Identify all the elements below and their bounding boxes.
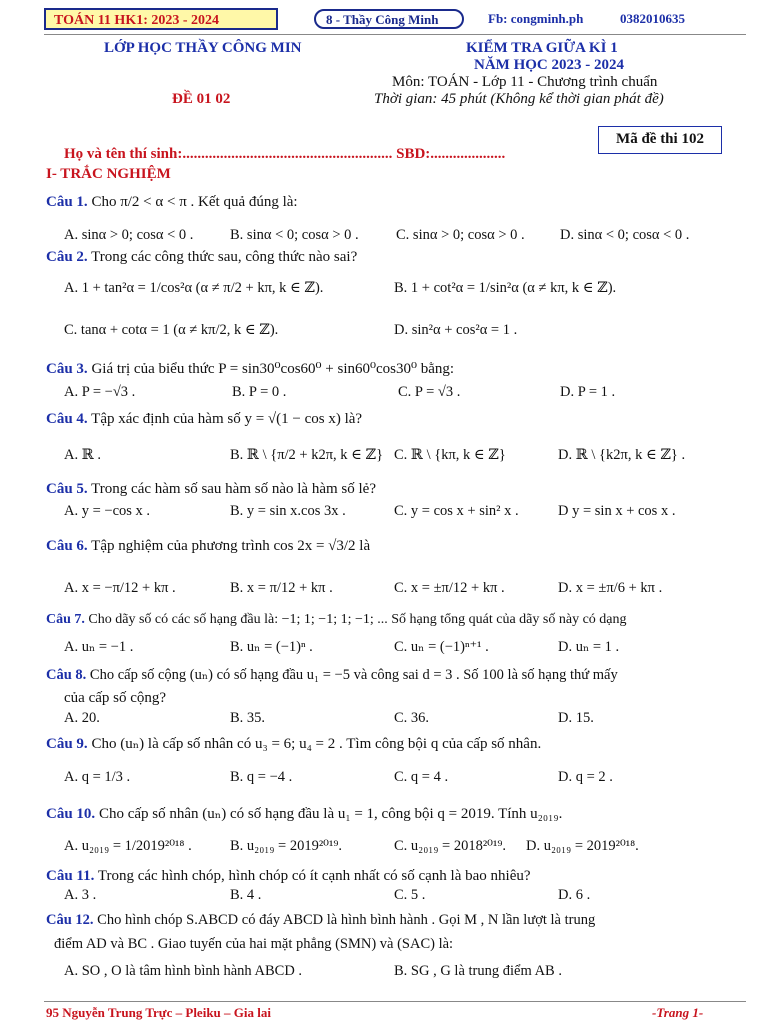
question-text: Trong các hình chóp, hình chóp có ít cạnh nhất có số cạnh là bao nhiêu? bbox=[97, 868, 531, 884]
question-10 bbox=[46, 804, 562, 823]
question-label: Câu 6. bbox=[46, 538, 88, 554]
option-7d: D. uₙ = 1 . bbox=[558, 639, 620, 655]
section-title: I- TRẮC NGHIỆM bbox=[46, 166, 171, 182]
question-2 bbox=[46, 249, 357, 266]
option-12b: B. SG , G là trung điểm AB . bbox=[394, 963, 562, 979]
question-6 bbox=[46, 538, 370, 555]
course-badge: TOÁN 11 HK1: 2023 - 2024 bbox=[44, 8, 278, 30]
option-9a: A. q = 1/3 . bbox=[64, 769, 131, 785]
option-5c: C. y = cos x + sin² x . bbox=[394, 503, 519, 519]
question-8-continued: của cấp số cộng? bbox=[64, 690, 167, 706]
question-label: Câu 8. bbox=[46, 667, 87, 683]
option-11a: A. 3 . bbox=[64, 887, 97, 903]
option-4a: A. ℝ . bbox=[64, 447, 102, 463]
option-5d: D y = sin x + cos x . bbox=[558, 503, 676, 519]
option-4b: B. ℝ \ {π/2 + k2π, k ∈ ℤ} bbox=[230, 447, 384, 463]
option-1d: D. sinα < 0; cosα < 0 . bbox=[560, 227, 690, 243]
question-label: Câu 2. bbox=[46, 249, 88, 265]
option-4d: D. ℝ \ {k2π, k ∈ ℤ} . bbox=[558, 447, 686, 463]
option-7c: C. uₙ = (−1)ⁿ⁺¹ . bbox=[394, 639, 489, 655]
question-3 bbox=[46, 359, 454, 378]
option-8d: D. 15. bbox=[558, 710, 594, 726]
option-2b: B. 1 + cot²α = 1/sin²α (α ≠ kπ, k ∈ ℤ). bbox=[394, 280, 617, 296]
option-8c: C. 36. bbox=[394, 710, 430, 726]
question-text: Tập nghiệm của phương trình cos 2x = √3/2 là bbox=[91, 538, 371, 554]
option-9d: D. q = 2 . bbox=[558, 769, 613, 785]
exam-code-label: ĐỀ 01 02 bbox=[172, 91, 231, 107]
question-label: Câu 11. bbox=[46, 868, 95, 884]
exam-title: KIỂM TRA GIỮA KÌ 1 bbox=[466, 40, 618, 56]
option-4c: C. ℝ \ {kπ, k ∈ ℤ} bbox=[394, 447, 506, 463]
question-label: Câu 1. bbox=[46, 194, 88, 210]
question-12 bbox=[46, 912, 595, 929]
question-12-continued: điểm AD và BC . Giao tuyến của hai mặt phẳng (SMN) và (SAC) là: bbox=[54, 936, 454, 952]
option-7b: B. uₙ = (−1)ⁿ . bbox=[230, 639, 313, 655]
option-9b: B. q = −4 . bbox=[230, 769, 293, 785]
school-year: NĂM HỌC 2023 - 2024 bbox=[474, 57, 624, 73]
question-5 bbox=[46, 481, 376, 498]
question-text: Cho π/2 < α < π . Kết quả đúng là: bbox=[91, 194, 298, 210]
option-6c: C. x = ±π/12 + kπ . bbox=[394, 580, 505, 596]
question-label: Câu 12. bbox=[46, 912, 94, 928]
option-10b: B. u₂₀₁₉ = 2019²⁰¹⁹. bbox=[230, 838, 343, 854]
option-10d: D. u₂₀₁₉ = 2019²⁰¹⁸. bbox=[526, 838, 639, 854]
option-2d: D. sin²α + cos²α = 1 . bbox=[394, 322, 518, 338]
option-8a: A. 20. bbox=[64, 710, 100, 726]
option-8b: B. 35. bbox=[230, 710, 266, 726]
option-3c: C. P = √3 . bbox=[398, 384, 461, 400]
question-label: Câu 3. bbox=[46, 361, 88, 377]
question-text: Cho cấp số nhân (uₙ) có số hạng đầu là u₁ = 1, công bội q = 2019. Tính u₂₀₁₉. bbox=[98, 806, 563, 822]
option-5a: A. y = −cos x . bbox=[64, 503, 151, 519]
question-label: Câu 5. bbox=[46, 481, 88, 497]
option-6b: B. x = π/12 + kπ . bbox=[230, 580, 333, 596]
option-1b: B. sinα < 0; cosα > 0 . bbox=[230, 227, 359, 243]
option-2c: C. tanα + cotα = 1 (α ≠ kπ/2, k ∈ ℤ). bbox=[64, 322, 279, 338]
option-1a: A. sinα > 0; cosα < 0 . bbox=[64, 227, 194, 243]
option-9c: C. q = 4 . bbox=[394, 769, 449, 785]
option-11c: C. 5 . bbox=[394, 887, 426, 903]
footer-page: -Trang 1- bbox=[652, 1005, 704, 1020]
option-3b: B. P = 0 . bbox=[232, 384, 287, 400]
question-text: Cho hình chóp S.ABCD có đáy ABCD là hình bình hành . Gọi M , N lần lượt là trung bbox=[97, 912, 596, 928]
question-7 bbox=[46, 612, 627, 628]
option-12a: A. SO , O là tâm hình bình hành ABCD . bbox=[64, 963, 303, 979]
option-7a: A. uₙ = −1 . bbox=[64, 639, 134, 655]
option-5b: B. y = sin x.cos 3x . bbox=[230, 503, 346, 519]
student-info-line: Họ và tên thí sinh:........................................................ SBD:.................... bbox=[64, 146, 506, 162]
question-text: Trong các công thức sau, công thức nào sai? bbox=[91, 249, 358, 265]
option-3a: A. P = −√3 . bbox=[64, 384, 136, 400]
option-1c: C. sinα > 0; cosα > 0 . bbox=[396, 227, 525, 243]
school-name: LỚP HỌC THẦY CÔNG MIN bbox=[104, 40, 302, 56]
header-divider bbox=[44, 34, 746, 35]
question-text: Cho cấp số cộng (uₙ) có số hạng đầu u₁ = −5 và công sai d = 3 . Số 100 là số hạng thứ mấy bbox=[89, 667, 618, 683]
option-10c: C. u₂₀₁₉ = 2018²⁰¹⁹. bbox=[394, 838, 507, 854]
footer-divider bbox=[44, 1001, 746, 1002]
option-2a: A. 1 + tan²α = 1/cos²α (α ≠ π/2 + kπ, k ∈ ℤ). bbox=[64, 280, 324, 296]
question-9 bbox=[46, 734, 541, 753]
question-label: Câu 7. bbox=[46, 612, 85, 627]
question-text: Trong các hàm số sau hàm số nào là hàm số lẻ? bbox=[91, 481, 376, 497]
subject-line: Môn: TOÁN - Lớp 11 - Chương trình chuẩn bbox=[392, 74, 658, 90]
option-6a: A. x = −π/12 + kπ . bbox=[64, 580, 176, 596]
question-8 bbox=[46, 667, 618, 684]
question-label: Câu 10. bbox=[46, 806, 96, 822]
question-1 bbox=[46, 194, 298, 211]
option-11b: B. 4 . bbox=[230, 887, 262, 903]
question-text: Cho dãy số có các số hạng đầu là: −1; 1; −1; 1; −1; ... Số hạng tổng quát của dãy số này có dạng bbox=[88, 612, 627, 627]
question-text: Cho (uₙ) là cấp số nhân có u₃ = 6; u₄ = 2 . Tìm công bội q của cấp số nhân. bbox=[91, 736, 542, 752]
teacher-badge: 8 - Thầy Công Minh bbox=[314, 9, 464, 29]
question-label: Câu 4. bbox=[46, 411, 88, 427]
phone-text: 0382010635 bbox=[620, 11, 685, 26]
question-11 bbox=[46, 868, 531, 885]
option-10a: A. u₂₀₁₉ = 1/2019²⁰¹⁸ . bbox=[64, 838, 192, 854]
exam-code-box: Mã đề thi 102 bbox=[598, 126, 722, 154]
facebook-text: Fb: congminh.ph bbox=[488, 11, 584, 26]
question-label: Câu 9. bbox=[46, 736, 88, 752]
option-6d: D. x = ±π/6 + kπ . bbox=[558, 580, 663, 596]
option-11d: D. 6 . bbox=[558, 887, 591, 903]
question-4 bbox=[46, 411, 362, 428]
question-text: Tập xác định của hàm số y = √(1 − cos x) là? bbox=[91, 411, 363, 427]
option-3d: D. P = 1 . bbox=[560, 384, 616, 400]
footer-address: 95 Nguyễn Trung Trực – Pleiku – Gia lai bbox=[46, 1005, 271, 1020]
time-line: Thời gian: 45 phút (Không kể thời gian phát đề) bbox=[374, 91, 664, 107]
question-text: Giá trị của biểu thức P = sin30⁰cos60⁰ + sin60⁰cos30⁰ bằng: bbox=[91, 361, 455, 377]
